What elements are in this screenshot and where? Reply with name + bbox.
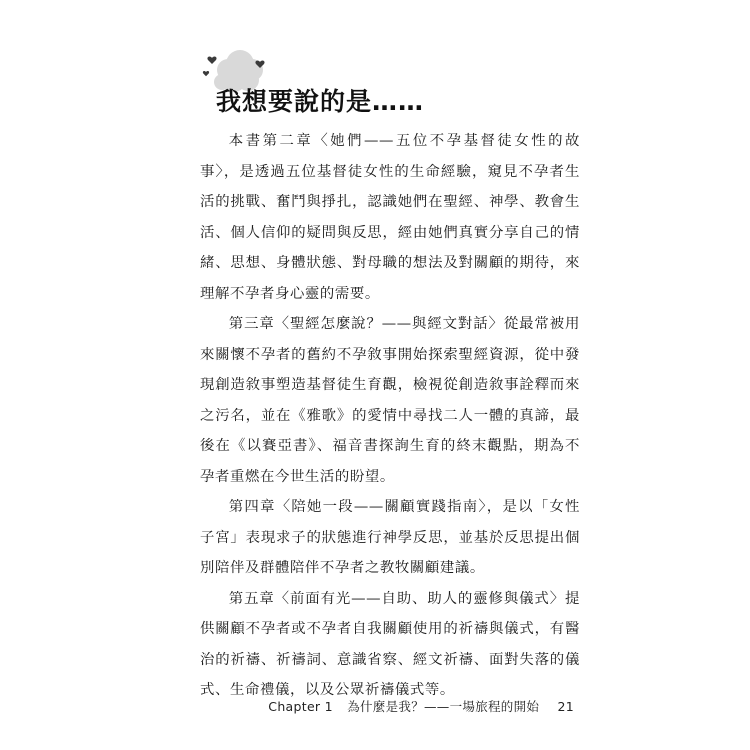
section-title: 我想要說的是…… bbox=[216, 87, 425, 116]
running-footer bbox=[268, 697, 574, 715]
paragraph-chapter-3: 第三章〈聖經怎麼說？——與經文對話〉從最常被用來關懷不孕者的舊約不孕敘事開始探索聖經資源，從中發現創造敘事塑造基督徒生育觀，檢視從創造敘事詮釋而來之污名，並在《雅歌》的愛情中尋找二人一體的真諦，最後在《以賽亞書》、福音書探詢生育的終末觀點，期為不孕者重燃在今世生活的盼望。 bbox=[200, 316, 580, 485]
paragraph-chapter-5: 第五章〈前面有光——自助、助人的靈修與儀式〉提供關顧不孕者或不孕者自我關顧使用的祈禱與儀式，有醫治的祈禱、祈禱詞、意識省察、經文祈禱、面對失落的儀式、生命禮儀，以及公眾祈禱儀式等。 bbox=[200, 590, 580, 698]
page-number: 21 bbox=[557, 699, 574, 714]
footer-chapter-label: Chapter 1 bbox=[268, 699, 333, 714]
paragraph-chapter-4: 第四章〈陪她一段——關顧實踐指南〉，是以「女性子宮」表現求子的狀態進行神學反思，並基於反思提出個別陪伴及群體陪伴不孕者之教牧關顧建議。 bbox=[200, 499, 580, 576]
paragraph-chapter-2: 本書第二章〈她們——五位不孕基督徒女性的故事〉，是透過五位基督徒女性的生命經驗，窺見不孕者生活的挑戰、奮鬥與掙扎，認識她們在聖經、神學、教會生活、個人信仰的疑問與反思，經由她們真實分享自己的情緒、思想、身體狀態、對母職的想法及對關顧的期待，來理解不孕者身心靈的需要。 bbox=[200, 133, 580, 302]
body-text bbox=[200, 126, 580, 706]
footer-chapter-title: 為什麼是我？——一場旅程的開始 bbox=[347, 699, 540, 714]
